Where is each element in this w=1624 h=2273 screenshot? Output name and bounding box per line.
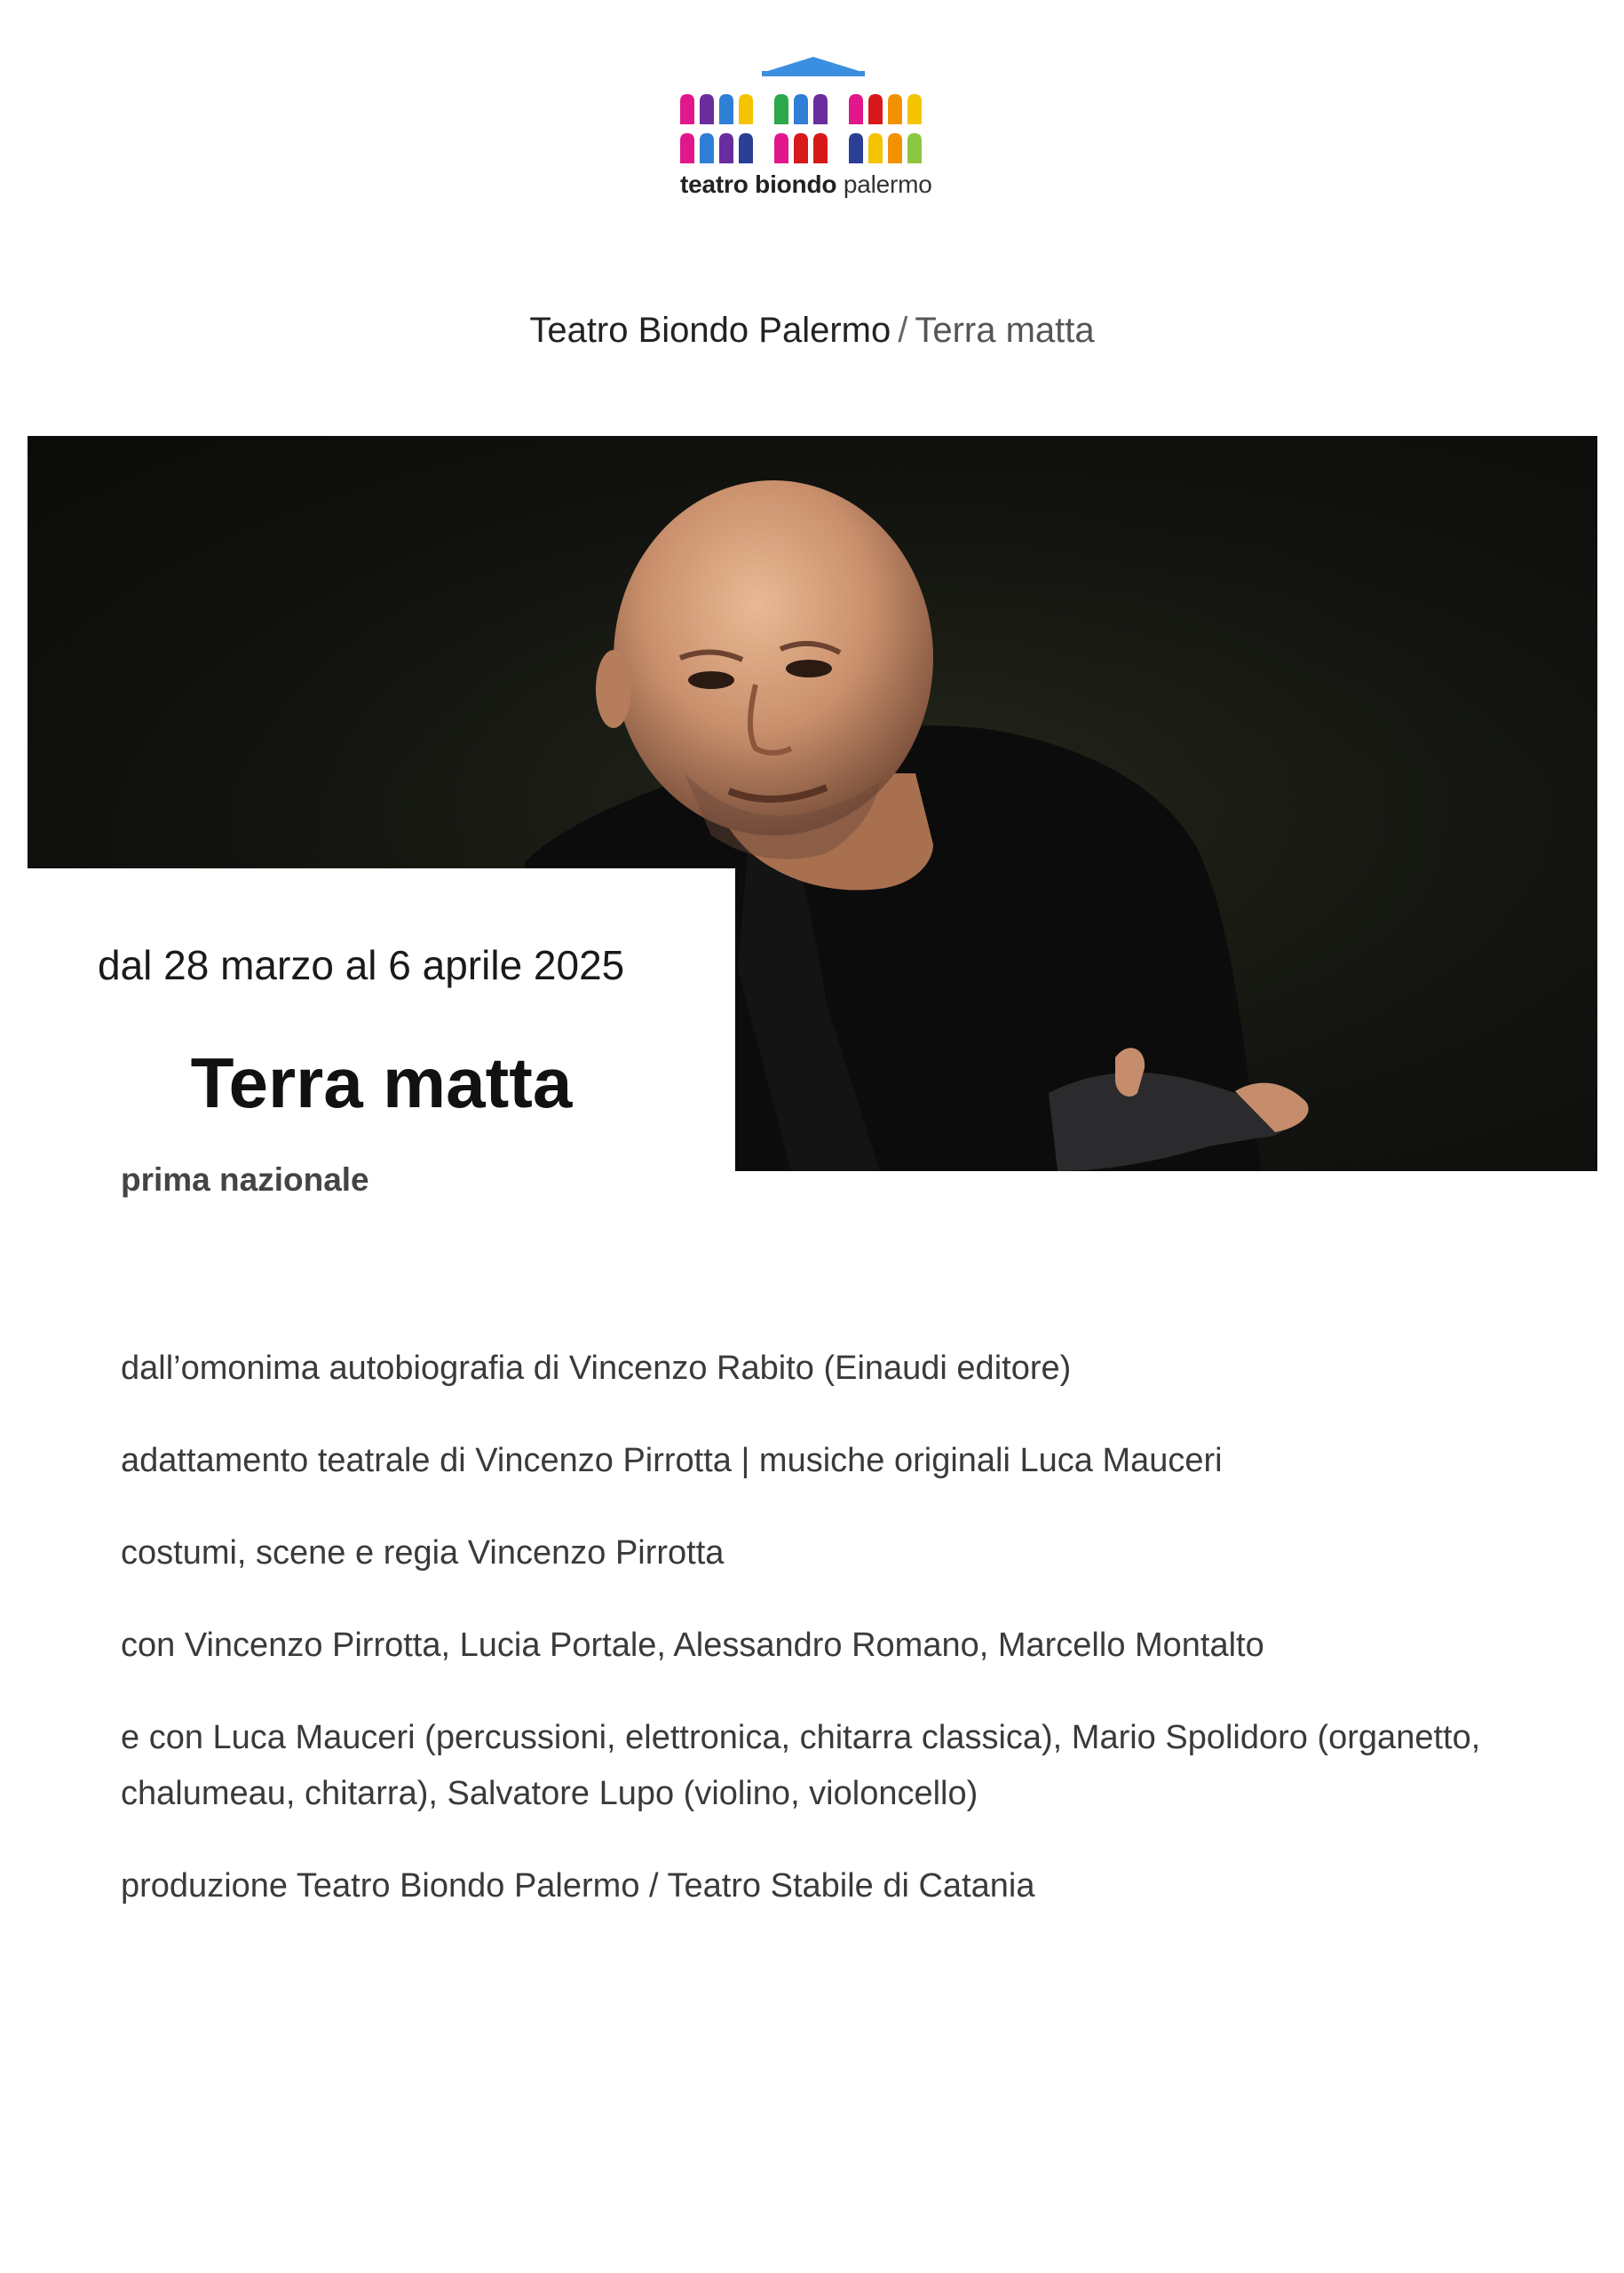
event-title: Terra matta <box>190 1043 573 1122</box>
event-card <box>28 868 735 1171</box>
logo-arch <box>849 133 863 163</box>
logo-arch <box>813 133 828 163</box>
logo-arch <box>868 94 883 124</box>
event-dates: dal 28 marzo al 6 aprile 2025 <box>98 942 625 988</box>
logo-arch <box>680 133 694 163</box>
credit-line: costumi, scene e regia Vincenzo Pirrotta <box>121 1534 725 1572</box>
logo-arch <box>719 133 733 163</box>
logo-arch <box>849 94 863 124</box>
credit-line: adattamento teatrale di Vincenzo Pirrotta | musiche originali Luca Mauceri <box>121 1442 1223 1479</box>
site-logo[interactable] <box>675 53 950 209</box>
logo-arch <box>774 94 788 124</box>
logo-arch <box>813 94 828 124</box>
credits-list <box>121 1341 1506 1951</box>
logo-arch <box>739 133 753 163</box>
logo-arch <box>794 94 808 124</box>
logo-arch <box>774 133 788 163</box>
logo-arch <box>888 133 902 163</box>
logo-arch <box>680 94 694 124</box>
theatre-building-icon <box>675 53 950 169</box>
logo-arch <box>739 94 753 124</box>
logo-arch <box>794 133 808 163</box>
credit-line: dall’omonima autobiografia di Vincenzo Rabito (Einaudi editore) <box>121 1350 1072 1387</box>
credit-line: con Vincenzo Pirrotta, Lucia Portale, Alessandro Romano, Marcello Montalto <box>121 1627 1264 1664</box>
credit-line: e con Luca Mauceri (percussioni, elettronica, chitarra classica), Mario Spolidoro (organetto, chalumeau, chitarra), Salvatore Lupo (violino, violoncello) <box>121 1719 1481 1812</box>
logo-arch <box>907 133 922 163</box>
logo-arch <box>888 94 902 124</box>
logo-wordmark: teatro biondo palermo <box>680 170 932 198</box>
logo-arch <box>719 94 733 124</box>
credit-line: produzione Teatro Biondo Palermo / Teatro Stabile di Catania <box>121 1867 1035 1905</box>
breadcrumb-home-link[interactable]: Teatro Biondo Palermo <box>529 311 891 350</box>
logo-arch <box>700 133 714 163</box>
logo-arch <box>907 94 922 124</box>
event-subtitle: prima nazionale <box>121 1161 369 1198</box>
breadcrumb-separator: / <box>898 311 908 350</box>
breadcrumb-current: Terra matta <box>915 311 1095 350</box>
logo-arch <box>700 94 714 124</box>
logo-arch <box>868 133 883 163</box>
breadcrumb <box>0 311 1624 351</box>
